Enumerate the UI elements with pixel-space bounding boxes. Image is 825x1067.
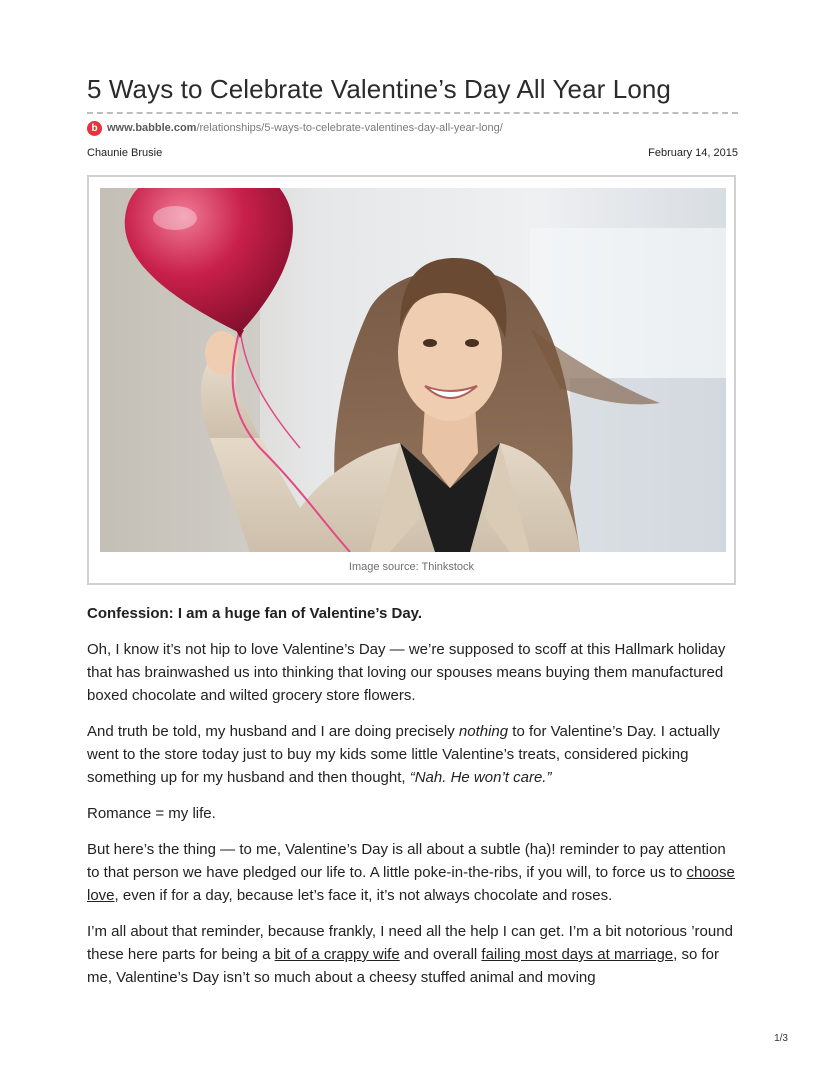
paragraph-3 [87, 720, 742, 789]
failing-marriage-link[interactable]: failing most days at marriage [481, 946, 674, 963]
paragraph-5-text-a: But here’s the thing — to me, Valentine’s Day is all about a subtle (ha)! reminder to pay attention to that person we have pledged our life to. A little poke-in-the-ribs, if you will, to force us to [87, 841, 726, 881]
paragraph-5-text-b: , even if for a day, because let’s face it, it’s not always chocolate and roses. [114, 887, 613, 904]
paragraph-2: Oh, I know it’s not hip to love Valentine’s Day — we’re supposed to scoff at this Hallmark holiday that has brainwashed us into thinking that loving our spouses means buying them manufactured boxed chocolate and wilted grocery store flowers. [87, 641, 726, 704]
source-url-row [87, 119, 503, 137]
paragraph-3-text-b: to for Valentine’s Day. I actually went to the store today just to buy my kids some little Valentine’s treats, considered picking something up for my husband and then thought, [87, 723, 720, 786]
paragraph-3-emphasis: nothing [458, 723, 509, 740]
paragraph-3-quote: “Nah. He won’t care.” [409, 769, 552, 786]
article-photo [100, 188, 726, 552]
source-url-link[interactable] [107, 122, 503, 134]
paragraph-6-text-b: and overall [399, 946, 482, 963]
paragraph-1: Confession: I am a huge fan of Valentine’s Day. [87, 605, 423, 622]
author-name: Chaunie Brusie [87, 147, 163, 159]
page-number: 1/3 [774, 1033, 788, 1044]
image-caption: Image source: Thinkstock [348, 561, 475, 573]
url-path: /relationships/5-ways-to-celebrate-valentines-day-all-year-long/ [196, 122, 503, 134]
title-divider [87, 112, 738, 114]
paragraph-6-text-a: I’m all about that reminder, because frankly, I need all the help I can get. I’m a bit notorious ’round these here parts for being a [87, 923, 733, 963]
article-meta [87, 147, 738, 159]
article-figure [87, 175, 736, 585]
paragraph-6-text-c: , so for me, Valentine’s Day isn’t so much about a cheesy stuffed animal and moving [87, 946, 720, 986]
url-domain: www.babble.com [107, 122, 197, 134]
crappy-wife-link[interactable]: bit of a crappy wife [274, 946, 400, 963]
choose-love-link[interactable]: choose love [87, 864, 735, 904]
paragraph-3-text-a: And truth be told, my husband and I are doing precisely [87, 723, 459, 740]
paragraph-4: Romance = my life. [87, 805, 216, 822]
paragraph-5 [87, 838, 742, 907]
publish-date: February 14, 2015 [648, 147, 738, 159]
article-body [87, 602, 742, 1002]
article-title: 5 Ways to Celebrate Valentine’s Day All Year Long [87, 74, 671, 104]
paragraph-6 [87, 920, 742, 989]
babble-logo-icon: b [87, 121, 102, 136]
